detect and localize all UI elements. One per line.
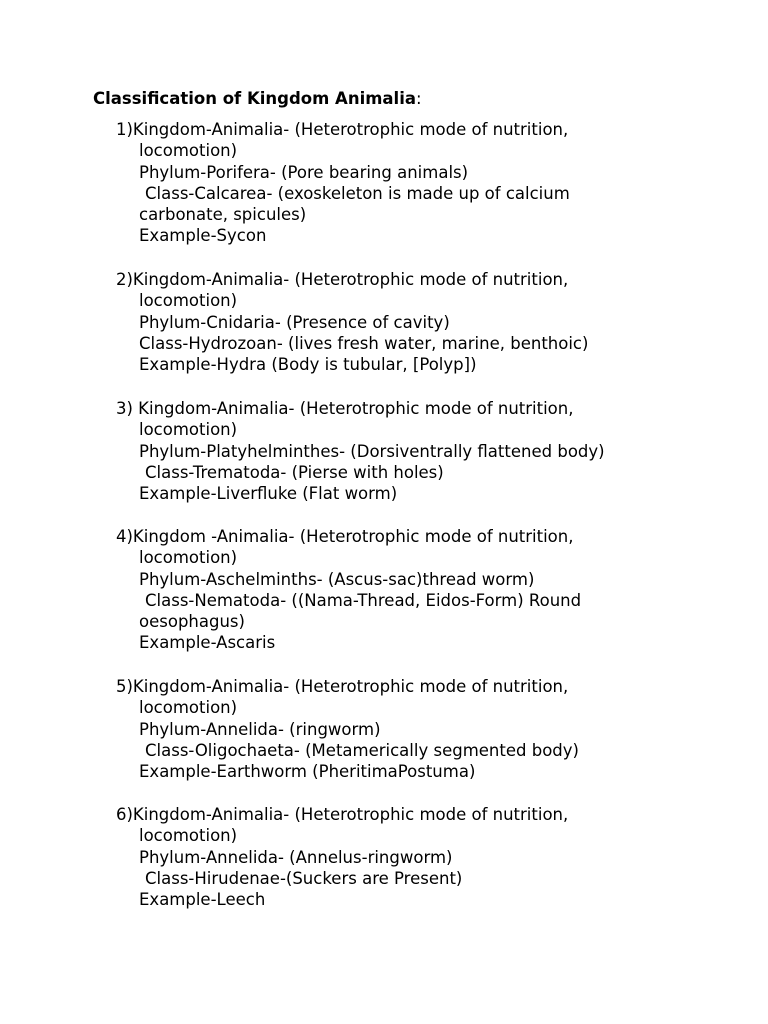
phylum-line: Phylum-Aschelminths- (Ascus-sac)thread worm) xyxy=(139,569,535,589)
phylum-line: Phylum-Cnidaria- (Presence of cavity) xyxy=(139,312,450,332)
document-title xyxy=(93,89,422,109)
kingdom-line: 3) Kingdom-Animalia- (Heterotrophic mode of nutrition, xyxy=(116,399,574,418)
phylum-line: Phylum-Platyhelminthes- (Dorsiventrally flattened body) xyxy=(139,441,605,461)
kingdom-line-continued: locomotion) xyxy=(139,291,238,311)
example-line: Example-Sycon xyxy=(139,226,267,246)
phylum-line: Phylum-Annelida- (ringworm) xyxy=(139,719,381,739)
classification-entry-5 xyxy=(116,676,736,782)
title-text: Classification of Kingdom Animalia xyxy=(93,89,416,108)
kingdom-line-continued: locomotion) xyxy=(139,141,238,161)
kingdom-line: 2)Kingdom-Animalia- (Heterotrophic mode of nutrition, xyxy=(116,270,569,289)
kingdom-line: 5)Kingdom-Animalia- (Heterotrophic mode of nutrition, xyxy=(116,677,569,696)
class-line: Class-Calcarea- (exoskeleton is made up of calcium xyxy=(145,183,570,203)
example-line: Example-Earthworm (PheritimaPostuma) xyxy=(139,762,476,782)
classification-entry-3 xyxy=(116,398,736,504)
class-line: Class-Trematoda- (Pierse with holes) xyxy=(145,462,444,482)
kingdom-line-continued: locomotion) xyxy=(139,698,238,718)
example-line: Example-Liverfluke (Flat worm) xyxy=(139,484,398,504)
phylum-line: Phylum-Porifera- (Pore bearing animals) xyxy=(139,162,469,182)
example-line: Example-Ascaris xyxy=(139,633,276,653)
class-line: Class-Hirudenae-(Suckers are Present) xyxy=(145,868,463,888)
title-colon: : xyxy=(416,89,422,108)
kingdom-line-continued: locomotion) xyxy=(139,826,238,846)
class-line-continued: carbonate, spicules) xyxy=(139,205,307,225)
class-line: Class-Oligochaeta- (Metamerically segmented body) xyxy=(145,740,579,760)
kingdom-line: 6)Kingdom-Animalia- (Heterotrophic mode of nutrition, xyxy=(116,805,569,824)
class-line: Class-Nematoda- ((Nama-Thread, Eidos-Form) Round xyxy=(145,590,582,610)
example-line: Example-Leech xyxy=(139,890,266,910)
kingdom-line: 4)Kingdom -Animalia- (Heterotrophic mode of nutrition, xyxy=(116,527,574,546)
classification-entry-1 xyxy=(116,119,736,247)
class-line: Class-Hydrozoan- (lives fresh water, marine, benthoic) xyxy=(139,333,589,353)
kingdom-line: 1)Kingdom-Animalia- (Heterotrophic mode of nutrition, xyxy=(116,120,569,139)
example-line: Example-Hydra (Body is tubular, [Polyp]) xyxy=(139,355,477,375)
classification-entry-6 xyxy=(116,804,736,910)
class-line-continued: oesophagus) xyxy=(139,612,245,632)
phylum-line: Phylum-Annelida- (Annelus-ringworm) xyxy=(139,847,453,867)
kingdom-line-continued: locomotion) xyxy=(139,548,238,568)
classification-entry-2 xyxy=(116,269,736,375)
classification-entry-4 xyxy=(116,526,736,654)
kingdom-line-continued: locomotion) xyxy=(139,420,238,440)
